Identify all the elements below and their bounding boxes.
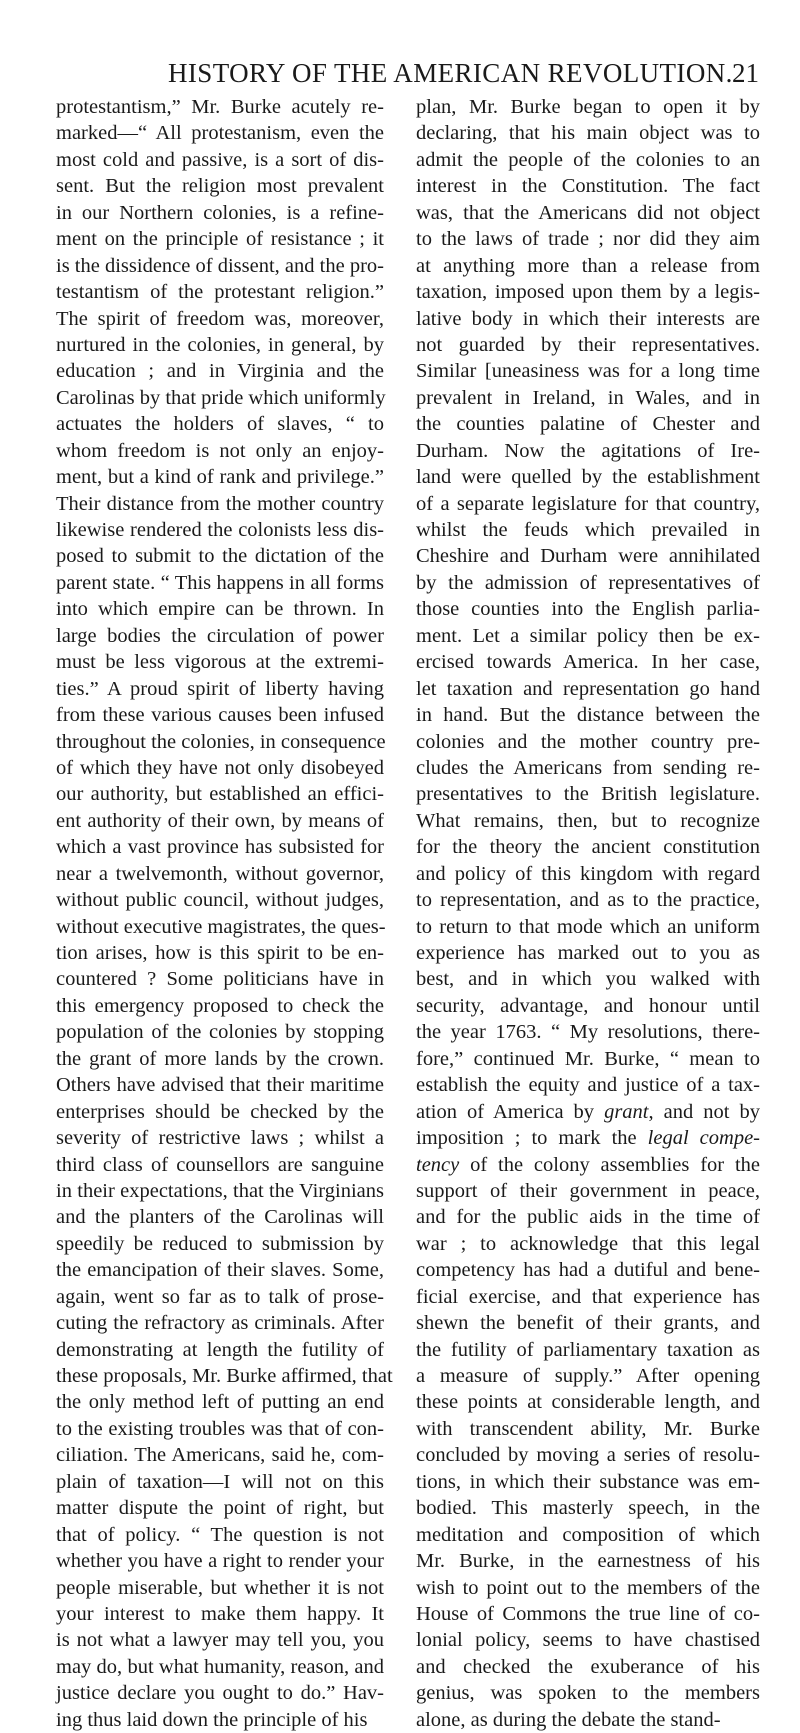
text-line: the only method left of putting an end <box>56 1391 384 1414</box>
text-line: testantism of the protestant religion.” <box>56 281 384 304</box>
text-line: people miserable, but whether it is not <box>56 1576 384 1599</box>
text-line: admit the people of the colonies to an <box>416 148 760 171</box>
text-line: ent authority of their own, by means of <box>56 809 384 832</box>
text-line: matter dispute the point of right, but <box>56 1497 384 1520</box>
text-line: marked—“ All protestanism, even the <box>56 122 384 145</box>
text-line: and the planters of the Carolinas will <box>56 1206 384 1229</box>
text-line: What remains, then, but to recognize <box>416 809 760 832</box>
text-line: whilst the feuds which prevailed in <box>416 519 760 541</box>
text-line: tions, in which their substance was em- <box>416 1470 760 1493</box>
text-line: establish the equity and justice of a tax- <box>416 1074 760 1097</box>
text-line: competency has had a dutiful and bene- <box>416 1259 760 1282</box>
text-line: Durham. Now the agitations of Ire- <box>416 439 760 462</box>
text-line: is not what a lawyer may tell you, you <box>56 1629 384 1652</box>
text-line: wish to point out to the members of the <box>416 1576 760 1599</box>
text-line: let taxation and representation go hand <box>416 677 760 700</box>
text-line: our authority, but established an effici- <box>56 783 384 806</box>
text-line: cludes the Americans from sending re- <box>416 756 760 779</box>
text-line: at anything more than a release from <box>416 254 760 277</box>
text-line: colonies and the mother country pre- <box>416 730 760 753</box>
text-line: taxation, imposed upon them by a legis- <box>416 281 760 304</box>
text-line: third class of counsellors are sanguine <box>56 1153 384 1176</box>
text-line: countered ? Some politicians have in <box>56 968 384 991</box>
text-line: security, advantage, and honour until <box>416 994 760 1017</box>
text-line: shewn the benefit of their grants, and <box>416 1312 760 1335</box>
text-line: sent. But the religion most prevalent <box>56 175 384 198</box>
text-line: declaring, that his main object was to <box>416 122 760 145</box>
text-line: this emergency proposed to check the <box>56 994 384 1017</box>
right-column <box>416 94 760 1733</box>
text-line: lative body in which their interests are <box>416 307 760 330</box>
text-line: ercised towards America. In her case, <box>416 651 760 674</box>
text-line: nurtured in the colonies, in general, by <box>56 333 384 356</box>
text-line: the counties palatine of Chester and <box>416 413 760 436</box>
text-line: whether you have a right to render your <box>56 1550 384 1573</box>
text-line: posed to submit to the dictation of the <box>56 545 384 568</box>
text-line: and policy of this kingdom with regard <box>416 862 760 885</box>
text-line: those counties into the English parlia- <box>416 598 760 621</box>
text-line: and checked the exuberance of his <box>416 1655 760 1678</box>
italic-text: tency <box>416 1153 460 1176</box>
text-line: that of policy. “ The question is not <box>56 1523 384 1546</box>
text-line: ties.” A proud spirit of liberty having <box>56 677 384 700</box>
text-line: of a separate legislature for that country, <box>416 492 760 515</box>
text-line: speedily be reduced to submission by <box>56 1232 384 1255</box>
text-line: in hand. But the distance between the <box>416 704 760 727</box>
running-head <box>0 58 800 90</box>
text-line: ficial exercise, and that experience has <box>416 1285 760 1308</box>
text-line: interest in the Constitution. The fact <box>416 175 760 198</box>
text-line: demonstrating at length the futility of <box>56 1338 384 1361</box>
text-line: likewise rendered the colonists less dis- <box>56 519 384 541</box>
text-line: ment. Let a similar policy then be ex- <box>416 624 760 647</box>
text-line: without executive magistrates, the ques- <box>56 915 386 938</box>
text-line: House of Commons the true line of co- <box>416 1602 760 1625</box>
text-line: near a twelvemonth, without governor, <box>56 862 384 885</box>
text-line: enterprises should be checked by the <box>56 1100 384 1123</box>
text-line: best, and in which you walked with <box>416 968 760 991</box>
text-line: Their distance from the mother country <box>56 492 384 515</box>
text-line: protestantism,” Mr. Burke acutely re- <box>56 96 384 118</box>
text-line: the year 1763. “ My resolutions, there- <box>416 1021 760 1044</box>
text-line: meditation and composition of which <box>416 1523 760 1546</box>
text-line: which a vast province has subsisted for <box>56 836 384 859</box>
text-line: Similar [uneasiness was for a long time <box>416 360 760 383</box>
text-line: these points at considerable length, and <box>416 1391 760 1414</box>
text-line: from these various causes been infused <box>56 704 384 727</box>
text-line: may do, but what humanity, reason, and <box>56 1655 384 1678</box>
text-line: by the admission of representatives of <box>416 571 760 594</box>
text-line: of which they have not only disobeyed <box>56 756 384 779</box>
text-line: a measure of supply.” After opening <box>416 1365 760 1387</box>
text-line: the grant of more lands by the crown. <box>56 1047 384 1070</box>
text-line: ciliation. The Americans, said he, com- <box>56 1444 384 1467</box>
text-line: bodied. This masterly speech, in the <box>416 1497 760 1520</box>
italic-text: grant <box>604 1100 649 1123</box>
text-line: plan, Mr. Burke began to open it by <box>416 96 760 118</box>
text-line: into which empire can be thrown. In <box>56 598 384 621</box>
text-line: education ; and in Virginia and the <box>56 360 384 383</box>
text-line: large bodies the circulation of power <box>56 624 384 647</box>
text-line: without public council, without judges, <box>56 889 384 912</box>
text-line: Cheshire and Durham were annihilated <box>416 545 760 568</box>
text-line: concluded by moving a series of resolu- <box>416 1444 760 1467</box>
text-line: is the dissidence of dissent, and the pro- <box>56 254 384 277</box>
text-line: Mr. Burke, in the earnestness of his <box>416 1550 760 1573</box>
text-line: throughout the colonies, in consequence <box>56 730 386 753</box>
left-column <box>56 94 393 1733</box>
text-line: and for the public aids in the time of <box>416 1206 760 1229</box>
text-line: lonial policy, seems to have chastised <box>416 1629 760 1652</box>
text-line: again, went so far as to talk of prose- <box>56 1285 384 1308</box>
text-line: was, that the Americans did not object <box>416 201 760 224</box>
text-line: these proposals, Mr. Burke affirmed, that <box>56 1365 393 1387</box>
text-line: presentatives to the British legislature. <box>416 783 760 806</box>
text-line: Others have advised that their maritime <box>56 1074 384 1097</box>
text-line: with transcendent ability, Mr. Burke <box>416 1417 760 1440</box>
text-line: for the theory the ancient constitution <box>416 836 760 859</box>
text-line: in our Northern colonies, is a refine- <box>56 201 384 224</box>
text-line: justice declare you ought to do.” Hav- <box>56 1682 384 1705</box>
text-line: not guarded by their representatives. <box>416 333 760 356</box>
text-line: to the laws of trade ; nor did they aim <box>416 228 760 251</box>
text-line: fore,” continued Mr. Burke, “ mean to <box>416 1047 760 1070</box>
text-line: ment, but a kind of rank and privilege.” <box>56 466 384 489</box>
text-line: ation of America by grant, and not by <box>416 1100 760 1123</box>
text-line: tion arises, how is this spirit to be en- <box>56 942 384 964</box>
text-line: must be less vigorous at the extremi- <box>56 651 384 674</box>
text-line: tency of the colony assemblies for the <box>416 1153 760 1176</box>
text-line: genius, was spoken to the members <box>416 1682 760 1705</box>
text-line: whom freedom is not only an enjoy- <box>56 439 384 462</box>
text-line: the emancipation of their slaves. Some, <box>56 1259 384 1282</box>
text-line: plain of taxation—I will not on this <box>56 1470 384 1493</box>
text-line: your interest to make them happy. It <box>56 1602 384 1625</box>
text-line: to return to that mode which an uniform <box>416 915 760 938</box>
text-line: cuting the refractory as criminals. After <box>56 1312 384 1335</box>
page-number: 21 <box>732 58 759 88</box>
italic-text: legal compe- <box>647 1127 761 1150</box>
text-line: parent state. “ This happens in all forms <box>56 571 384 594</box>
text-line: the futility of parliamentary taxation as <box>416 1338 760 1361</box>
text-line: actuates the holders of slaves, “ to <box>56 413 384 436</box>
text-line: land were quelled by the establishment <box>416 466 760 489</box>
running-title: HISTORY OF THE AMERICAN REVOLUTION. <box>168 58 733 88</box>
text-line: experience has marked out to you as <box>416 942 760 964</box>
text-line: to the existing troubles was that of con- <box>56 1417 384 1440</box>
text-line: population of the colonies by stopping <box>56 1021 384 1044</box>
text-line: ment on the principle of resistance ; it <box>56 228 384 251</box>
text-line: ing thus laid down the principle of his <box>56 1708 368 1731</box>
text-line: most cold and passive, is a sort of dis- <box>56 148 384 171</box>
text-line: support of their government in peace, <box>416 1179 760 1202</box>
text-line: prevalent in Ireland, in Wales, and in <box>416 386 760 409</box>
text-line: imposition ; to mark the legal compe- <box>416 1127 761 1150</box>
text-line: severity of restrictive laws ; whilst a <box>56 1127 384 1150</box>
text-line: to representation, and as to the practice, <box>416 889 760 912</box>
text-line: Carolinas by that pride which uniformly <box>56 386 386 409</box>
text-line: war ; to acknowledge that this legal <box>416 1232 760 1255</box>
text-line: alone, as during the debate the stand- <box>416 1708 721 1731</box>
text-line: The spirit of freedom was, moreover, <box>56 307 384 330</box>
text-line: in their expectations, that the Virginians <box>56 1179 384 1202</box>
